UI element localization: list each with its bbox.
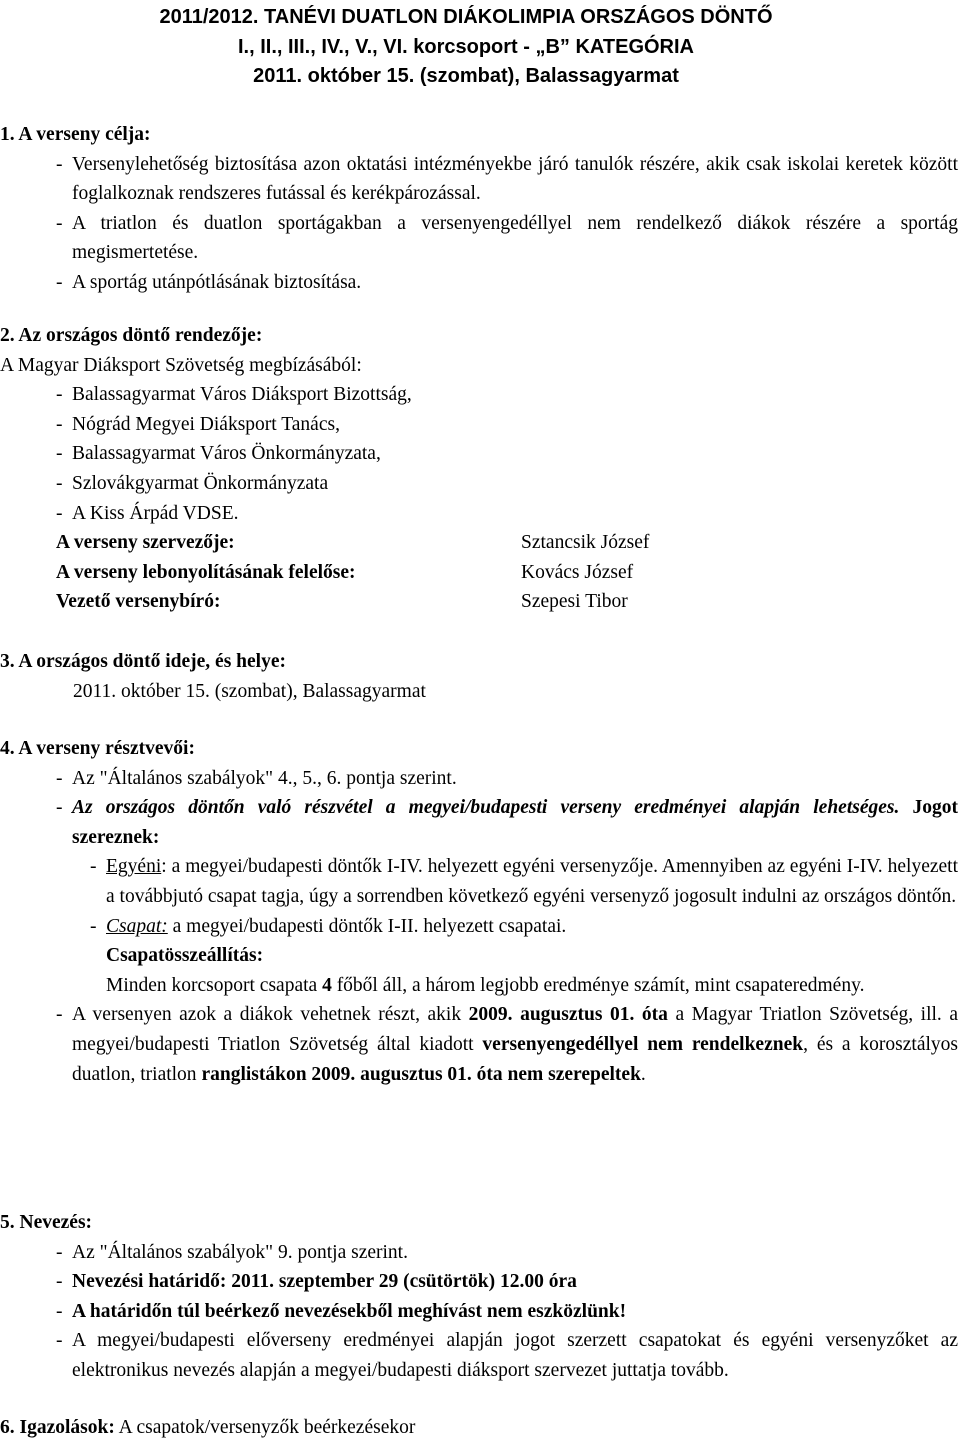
- section-4: [0, 734, 960, 1089]
- list-item: - A határidőn túl beérkező nevezésekből meghívást nem eszközlünk!: [56, 1300, 627, 1322]
- list-item-csapat: - Csapat: a megyei/budapesti döntők I-II. helyezett csapatai.: [90, 915, 567, 937]
- list-item: - A triatlon és duatlon sportágakban a versenyengedéllyel nem rendelkező diákok részére a sportág megismertetése.: [56, 212, 958, 264]
- section-1: [0, 120, 960, 298]
- list-item: - A megyei/budapesti előverseny eredményei alapján jogot szerzett csapatokat és egyéni versenyzőket az elektronikus nevezés alapján a megyei/budapesti diáksport szervezet juttatja tovább.: [56, 1330, 958, 1381]
- list-item: - Az "Általános szabályok" 9. pontja szerint.: [56, 1241, 408, 1263]
- header-line-1: 2011/2012. TANÉVI DUATLON DIÁKOLIMPIA ORSZÁGOS DÖNTŐ: [159, 6, 773, 28]
- list-item: - A sportág utánpótlásának biztosítása.: [56, 271, 362, 293]
- section-6-title: 6. Igazolások:: [0, 1417, 115, 1438]
- list-item: - Balassagyarmat Város Diáksport Bizottság,: [56, 384, 412, 406]
- section-2: [0, 321, 960, 617]
- role-row: A verseny lebonyolításának felelőse: Kovács József: [56, 561, 634, 583]
- list-item: - Versenylehetőség biztosítása azon oktatási intézményekbe járó tanulók részére, akik csak iskolai keretek között foglalkoznak rendszeres futással és kerékpározással.: [56, 153, 958, 205]
- document-header: [96, 3, 836, 92]
- section-6-text: A csapatok/versenyzők beérkezésekor: [114, 1417, 416, 1438]
- csapat-heading: Csapatösszeállítás:: [106, 945, 264, 967]
- section-2-intro: A Magyar Diáksport Szövetség megbízásából:: [0, 354, 362, 376]
- section-5: [0, 1208, 960, 1386]
- header-line-3: 2011. október 15. (szombat), Balassagyarmat: [253, 65, 679, 88]
- list-item: - A versenyen azok a diákok vehetnek részt, akik 2009. augusztus 01. óta a Magyar Triatlon Szövetség, ill. a megyei/budapesti Triatlon Szövetség által kiadott versenyengedéllyel nem rendelkeznek, és a korosztályos duatlon, triatlon ranglistákon 2009. augusztus 01. óta nem szerepeltek.: [56, 1004, 959, 1085]
- list-item: - Az "Általános szabályok" 4., 5., 6. pontja szerint.: [56, 767, 457, 789]
- role-row: Vezető versenybíró: Szepesi Tibor: [56, 591, 628, 613]
- role-row: A verseny szervezője: Sztancsik József: [56, 532, 650, 554]
- list-item: - Az országos döntőn való részvétel a megyei/budapesti verseny eredményei alapján lehetséges. Jogot szereznek:: [56, 797, 958, 848]
- list-item: - Balassagyarmat Város Önkormányzata,: [56, 443, 381, 465]
- list-item-egyeni: - Egyéni: a megyei/budapesti döntők I-IV. helyezett egyéni versenyzője. Amennyiben az egyéni I-IV. helyezett a továbbjutó csapat tagja, úgy a sorrendben következő egyéni versenyző jogosult indulni az országos döntőn.: [90, 856, 958, 907]
- list-item: - Nógrád Megyei Diáksport Tanács,: [56, 413, 340, 435]
- section-3-value: 2011. október 15. (szombat), Balassagyarmat: [73, 680, 426, 702]
- list-item: - Nevezési határidő: 2011. szeptember 29 (csütörtök) 12.00 óra: [56, 1271, 577, 1293]
- csapat-text: Minden korcsoport csapata 4 főből áll, a három legjobb eredménye számít, mint csapateredmény.: [106, 974, 865, 996]
- section-3-title: 3. A országos döntő ideje, és helye:: [0, 651, 286, 672]
- section-3: [0, 647, 960, 706]
- section-1-title: 1. A verseny célja:: [0, 124, 151, 145]
- section-2-title: 2. Az országos döntő rendezője:: [0, 325, 263, 346]
- section-6: [0, 1413, 960, 1443]
- section-5-title: 5. Nevezés:: [0, 1212, 93, 1233]
- header-line-2: I., II., III., IV., V., VI. korcsoport - „B” KATEGÓRIA: [237, 35, 694, 58]
- list-item: - A Kiss Árpád VDSE.: [56, 502, 239, 524]
- list-item: - Szlovákgyarmat Önkormányzata: [56, 472, 329, 494]
- section-4-title: 4. A verseny résztvevői:: [0, 738, 195, 759]
